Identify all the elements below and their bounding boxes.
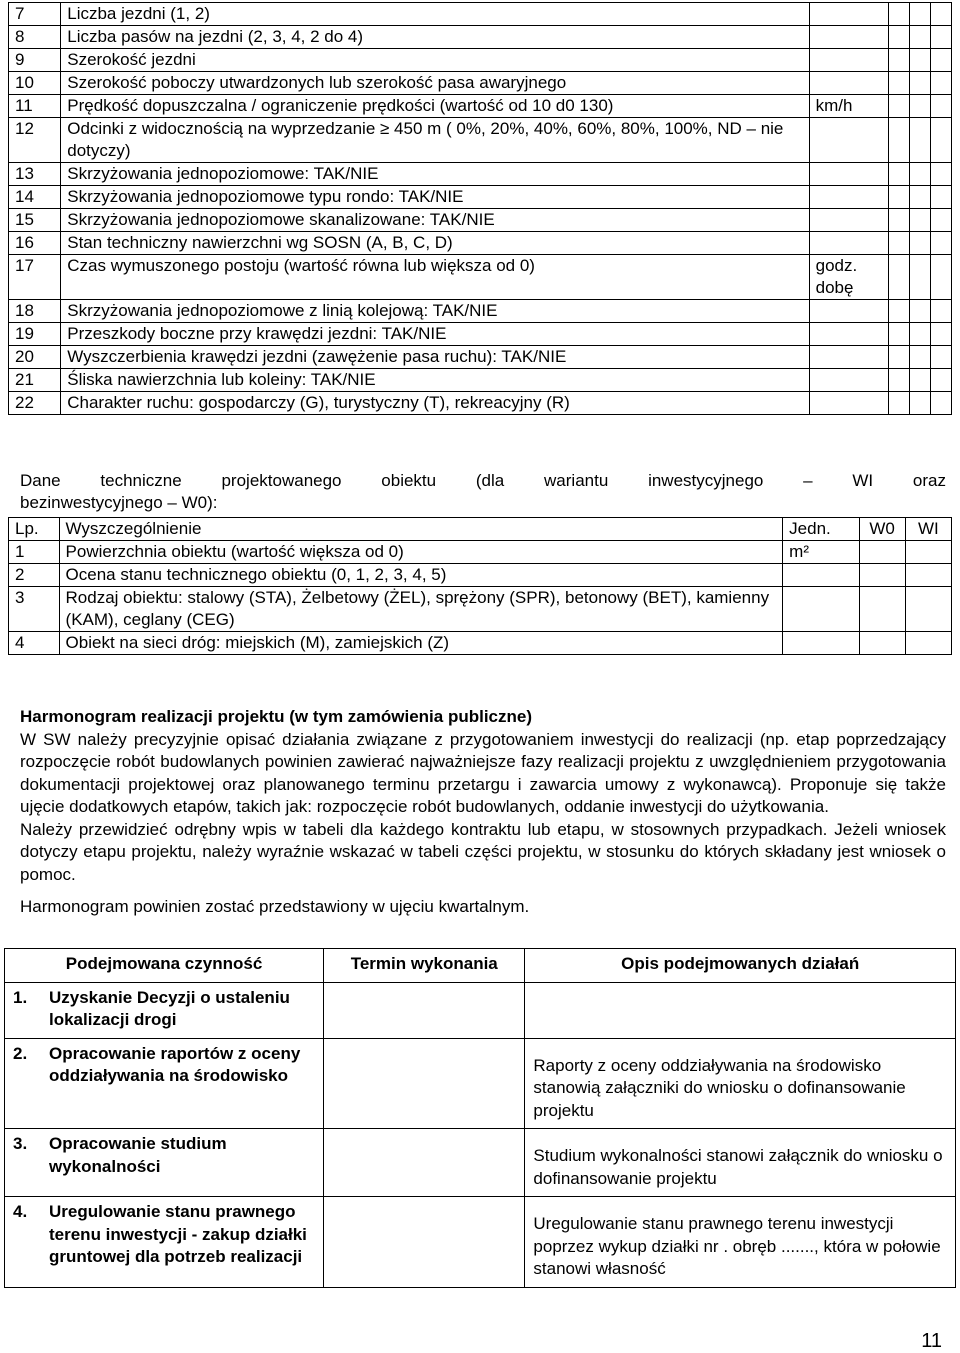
schedule-activity-item [13, 1133, 315, 1178]
row-number: 19 [9, 323, 61, 346]
schedule-activity-text: Uregulowanie stanu prawnego terenu inwestycji - zakup działki gruntowej dla potrzeb realizacji [49, 1202, 307, 1266]
row-description: Czas wymuszonego postoju (wartość równa lub większa od 0) [61, 255, 809, 300]
value-cell [909, 72, 930, 95]
value-cell [930, 95, 951, 118]
header-wi: WI [905, 518, 951, 541]
technical-data-heading-line2: bezinwestycyjnego – W0): [20, 493, 218, 512]
row-unit [809, 186, 888, 209]
row-unit: km/h [809, 95, 888, 118]
value-cell [909, 209, 930, 232]
schedule-activity-cell [5, 1038, 324, 1129]
row-unit [809, 369, 888, 392]
value-cell [888, 255, 909, 300]
row-unit [809, 163, 888, 186]
header-lp: Lp. [9, 518, 60, 541]
value-cell [888, 26, 909, 49]
schedule-title: Harmonogram realizacji projektu (w tym zamówienia publiczne) [20, 707, 533, 726]
road-parameter-row [9, 209, 952, 232]
road-parameter-row [9, 323, 952, 346]
schedule-paragraph-3: Harmonogram powinien zostać przedstawiony w ujęciu kwartalnym. [20, 897, 530, 916]
row-description: Odcinki z widocznością na wyprzedzanie ≥ 450 m ( 0%, 20%, 40%, 60%, 80%, 100%, ND – nie dotyczy) [61, 118, 809, 163]
value-cell [888, 49, 909, 72]
row-number: 15 [9, 209, 61, 232]
row-description: Powierzchnia obiektu (wartość większa od 0) [59, 541, 783, 564]
value-cell [909, 346, 930, 369]
row-description: Liczba jezdni (1, 2) [61, 3, 809, 26]
object-data-table [8, 517, 952, 655]
value-cell [930, 118, 951, 163]
value-cell [888, 346, 909, 369]
value-cell [905, 541, 951, 564]
row-description: Skrzyżowania jednopoziomowe typu rondo: TAK/NIE [61, 186, 809, 209]
row-description: Liczba pasów na jezdni (2, 3, 4, 2 do 4) [61, 26, 809, 49]
value-cell [905, 564, 951, 587]
row-number: 20 [9, 346, 61, 369]
value-cell [930, 323, 951, 346]
value-cell [930, 72, 951, 95]
row-unit [809, 209, 888, 232]
row-unit: godz. dobę [809, 255, 888, 300]
value-cell [859, 564, 905, 587]
road-parameter-row [9, 369, 952, 392]
value-cell [930, 255, 951, 300]
value-cell [888, 95, 909, 118]
row-description: Śliska nawierzchnia lub koleiny: TAK/NIE [61, 369, 809, 392]
value-cell [930, 186, 951, 209]
value-cell [905, 587, 951, 632]
header-name: Wyszczególnienie [59, 518, 783, 541]
value-cell [888, 323, 909, 346]
schedule-paragraph-1: W SW należy precyzyjnie opisać działania związane z przygotowaniem inwestycji do realizacji (np. etap poprzedzający rozpoczęcie robót budowlanych powinien zawierać najważniejsze fazy realizacji projektu z uwzględnieniem przygotowania dokumentacji projektowej oraz planowanego terminu przetargu i zawarcia umowy z wykonawcą). Proponuje się także ujęcie dodatkowych etapów, takich jak: rozpoczęcie robót budowlanych, oddanie inwestycji do użytkowania. [20, 729, 946, 816]
value-cell [930, 232, 951, 255]
row-unit [809, 118, 888, 163]
row-unit [809, 232, 888, 255]
row-unit [809, 323, 888, 346]
row-number: 3 [9, 587, 60, 632]
value-cell [930, 369, 951, 392]
schedule-item-number: 3. [13, 1134, 28, 1153]
row-number: 22 [9, 392, 61, 415]
row-number: 4 [9, 632, 60, 655]
row-unit [809, 392, 888, 415]
row-unit [809, 49, 888, 72]
road-parameter-row [9, 392, 952, 415]
value-cell [909, 255, 930, 300]
value-cell [859, 541, 905, 564]
value-cell [859, 587, 905, 632]
page-number: 11 [921, 1330, 942, 1352]
schedule-header-term: Termin wykonania [324, 949, 525, 983]
value-cell [888, 209, 909, 232]
row-unit: m² [783, 541, 859, 564]
row-description: Przeszkody boczne przy krawędzi jezdni: TAK/NIE [61, 323, 809, 346]
value-cell [909, 300, 930, 323]
road-parameter-row [9, 232, 952, 255]
row-unit [783, 632, 859, 655]
value-cell [909, 49, 930, 72]
schedule-term-cell [324, 1197, 525, 1288]
value-cell [888, 118, 909, 163]
row-number: 17 [9, 255, 61, 300]
schedule-table-body [5, 949, 956, 1288]
value-cell [888, 3, 909, 26]
row-unit [809, 72, 888, 95]
road-parameter-row [9, 346, 952, 369]
row-unit [809, 300, 888, 323]
schedule-item-number: 4. [13, 1202, 28, 1221]
header-w0: W0 [859, 518, 905, 541]
row-description: Skrzyżowania jednopoziomowe z linią kolejową: TAK/NIE [61, 300, 809, 323]
row-number: 10 [9, 72, 61, 95]
row-description: Rodzaj obiektu: stalowy (STA), Żelbetowy (ŻEL), sprężony (SPR), betonowy (BET), kamienny (KAM), ceglany (CEG) [59, 587, 783, 632]
value-cell [905, 632, 951, 655]
row-number: 1 [9, 541, 60, 564]
value-cell [930, 346, 951, 369]
value-cell [888, 186, 909, 209]
value-cell [930, 392, 951, 415]
object-data-row [9, 587, 952, 632]
schedule-header-row [5, 949, 956, 983]
value-cell [888, 392, 909, 415]
road-parameters-body [9, 3, 952, 415]
value-cell [930, 49, 951, 72]
schedule-description-cell: Uregulowanie stanu prawnego terenu inwestycji poprzez wykup działki nr . obręb ......., która w połowie stanowi własność [525, 1197, 956, 1288]
row-description: Ocena stanu technicznego obiektu (0, 1, 2, 3, 4, 5) [59, 564, 783, 587]
value-cell [859, 632, 905, 655]
row-description: Szerokość poboczy utwardzonych lub szerokość pasa awaryjnego [61, 72, 809, 95]
schedule-row [5, 1038, 956, 1129]
road-parameter-row [9, 186, 952, 209]
object-data-row [9, 541, 952, 564]
road-parameter-row [9, 72, 952, 95]
schedule-activity-item [13, 987, 315, 1032]
road-parameter-row [9, 163, 952, 186]
row-description: Skrzyżowania jednopoziomowe skanalizowane: TAK/NIE [61, 209, 809, 232]
row-description: Skrzyżowania jednopoziomowe: TAK/NIE [61, 163, 809, 186]
value-cell [909, 186, 930, 209]
schedule-description-cell: Studium wykonalności stanowi załącznik do wniosku o dofinansowanie projektu [525, 1129, 956, 1197]
road-parameter-row [9, 255, 952, 300]
schedule-header-activity: Podejmowana czynność [5, 949, 324, 983]
schedule-header-description: Opis podejmowanych działań [525, 949, 956, 983]
row-number: 11 [9, 95, 61, 118]
technical-data-heading [20, 470, 946, 514]
value-cell [930, 3, 951, 26]
road-parameter-row [9, 118, 952, 163]
object-data-row [9, 564, 952, 587]
row-description: Szerokość jezdni [61, 49, 809, 72]
value-cell [909, 26, 930, 49]
row-unit [809, 3, 888, 26]
value-cell [909, 118, 930, 163]
value-cell [930, 26, 951, 49]
schedule-row [5, 1129, 956, 1197]
row-unit [809, 346, 888, 369]
value-cell [909, 323, 930, 346]
row-number: 2 [9, 564, 60, 587]
row-description: Prędkość dopuszczalna / ograniczenie prędkości (wartość od 10 d0 130) [61, 95, 809, 118]
row-number: 16 [9, 232, 61, 255]
row-description: Charakter ruchu: gospodarczy (G), turystyczny (T), rekreacyjny (R) [61, 392, 809, 415]
schedule-term-cell [324, 982, 525, 1038]
value-cell [909, 95, 930, 118]
road-parameters-table [8, 2, 952, 415]
row-description: Wyszczerbienia krawędzi jezdni (zawężenie pasa ruchu): TAK/NIE [61, 346, 809, 369]
row-description: Obiekt na sieci dróg: miejskich (M), zamiejskich (Z) [59, 632, 783, 655]
row-number: 13 [9, 163, 61, 186]
road-parameter-row [9, 300, 952, 323]
object-data-row [9, 632, 952, 655]
value-cell [909, 3, 930, 26]
schedule-row [5, 982, 956, 1038]
row-number: 14 [9, 186, 61, 209]
row-unit [809, 26, 888, 49]
road-parameter-row [9, 3, 952, 26]
value-cell [888, 232, 909, 255]
technical-data-heading-line1: Dane techniczne projektowanego obiektu (dla wariantu inwestycyjnego – WI oraz [20, 471, 946, 490]
schedule-term-cell [324, 1129, 525, 1197]
row-unit [783, 587, 859, 632]
value-cell [909, 392, 930, 415]
road-parameter-row [9, 49, 952, 72]
row-number: 9 [9, 49, 61, 72]
value-cell [888, 300, 909, 323]
value-cell [888, 163, 909, 186]
schedule-row [5, 1197, 956, 1288]
schedule-activity-cell [5, 982, 324, 1038]
value-cell [930, 163, 951, 186]
schedule-description-cell: Raporty z oceny oddziaływania na środowisko stanowią załączniki do wniosku o dofinansowanie projektu [525, 1038, 956, 1129]
value-cell [909, 163, 930, 186]
road-parameter-row [9, 95, 952, 118]
object-data-body [9, 518, 952, 655]
value-cell [909, 232, 930, 255]
row-number: 7 [9, 3, 61, 26]
schedule-activity-text: Opracowanie raportów z oceny oddziaływania na środowisko [49, 1043, 301, 1085]
schedule-description-cell [525, 982, 956, 1038]
row-unit [783, 564, 859, 587]
value-cell [888, 72, 909, 95]
schedule-item-number: 1. [13, 987, 28, 1007]
schedule-activity-text: Opracowanie studium wykonalności [49, 1134, 227, 1176]
schedule-table [4, 948, 956, 1288]
schedule-item-number: 2. [13, 1043, 28, 1063]
row-number: 21 [9, 369, 61, 392]
row-number: 18 [9, 300, 61, 323]
schedule-activity-text: Uzyskanie Decyzji o ustaleniu lokalizacji drogi [49, 987, 290, 1029]
schedule-activity-item [13, 1201, 315, 1269]
schedule-activity-cell [5, 1129, 324, 1197]
object-data-header-row [9, 518, 952, 541]
schedule-term-cell [324, 1038, 525, 1129]
schedule-activity-cell [5, 1197, 324, 1288]
road-parameter-row [9, 26, 952, 49]
row-number: 12 [9, 118, 61, 163]
value-cell [930, 300, 951, 323]
row-number: 8 [9, 26, 61, 49]
value-cell [888, 369, 909, 392]
schedule-section [20, 706, 946, 919]
schedule-paragraph-2: Należy przewidzieć odrębny wpis w tabeli dla każdego kontraktu lub etapu, w stosownych przypadkach. Jeżeli wniosek dotyczy etapu projektu, należy wyraźnie wskazać w tabeli części projektu, w stosunku do których składany jest wniosek o pomoc. [20, 819, 946, 884]
header-unit: Jedn. [783, 518, 859, 541]
row-description: Stan techniczny nawierzchni wg SOSN (A, B, C, D) [61, 232, 809, 255]
value-cell [930, 209, 951, 232]
schedule-activity-item [13, 1043, 315, 1088]
value-cell [909, 369, 930, 392]
